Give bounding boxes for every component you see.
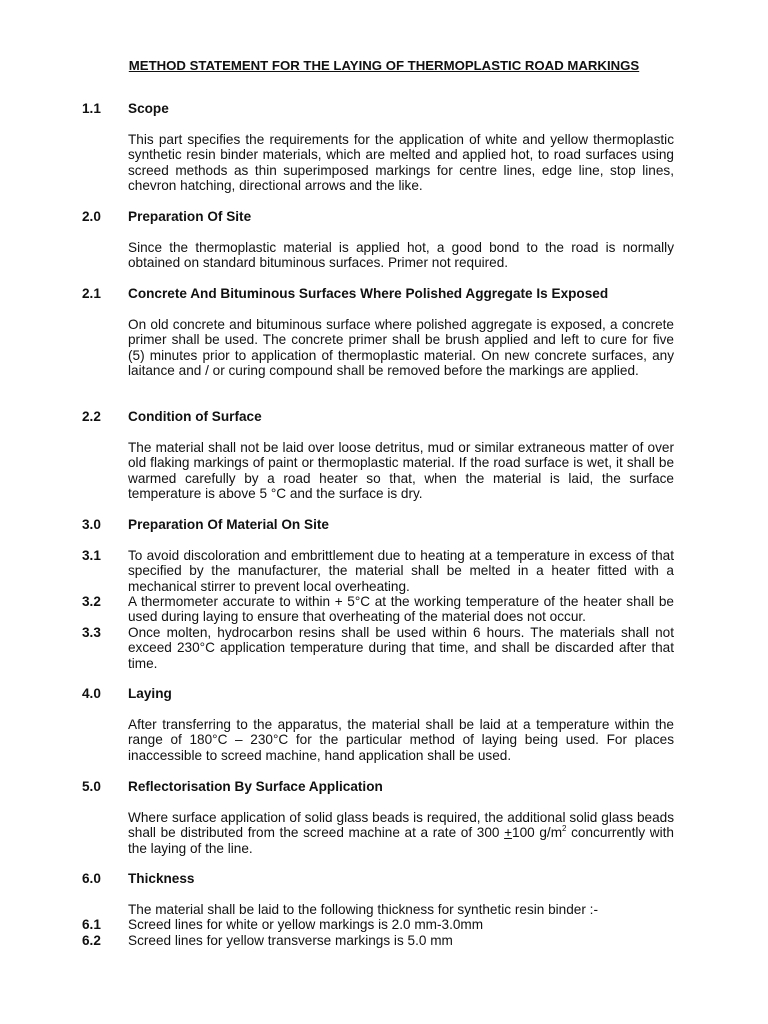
section-number: 2.1 xyxy=(82,286,101,301)
section-heading-condition-of-surface: Condition of Surface xyxy=(128,409,262,424)
section-heading-reflectorisation: Reflectorisation By Surface Application xyxy=(128,779,383,794)
superscript: 2 xyxy=(562,823,567,833)
section-number: 3.3 xyxy=(82,625,101,640)
section-number: 4.0 xyxy=(82,686,101,701)
section-body-preparation-of-site: Since the thermoplastic material is applied hot, a good bond to the road is normally obtained on standard bituminous surfaces. Primer not required. xyxy=(128,240,674,271)
section-number: 6.2 xyxy=(82,933,101,948)
section-body-3-1: To avoid discoloration and embrittlement due to heating at a temperature in excess of that specified by the manufacturer, the material shall be melted in a heater fitted with a mechanical stirrer to prevent local overheating. xyxy=(128,548,674,594)
body-text: Where surface application of solid glass beads is required, the additional solid glass beads shall be distributed from the screed machine at a rate of 300 xyxy=(128,810,674,841)
section-heading-laying: Laying xyxy=(128,686,172,701)
section-number: 3.1 xyxy=(82,548,101,563)
section-heading-preparation-of-material: Preparation Of Material On Site xyxy=(128,517,329,532)
body-text: concurrently with the laying of the line. xyxy=(128,825,674,856)
section-body-6-1: Screed lines for white or yellow markings is 2.0 mm-3.0mm xyxy=(128,917,484,932)
section-number: 6.0 xyxy=(82,871,101,886)
body-text: 100 g/m xyxy=(512,825,563,841)
section-body-6-2: Screed lines for yellow transverse markings is 5.0 mm xyxy=(128,933,453,948)
section-body-concrete-surfaces: On old concrete and bituminous surface where polished aggregate is exposed, a concrete primer shall be used. The concrete primer shall be brush applied and left to cure for five (5) minutes prior to application of thermoplastic material. On new concrete surfaces, any laitance and / or curing compound shall be removed before the markings are applied. xyxy=(128,317,674,379)
section-number: 3.2 xyxy=(82,594,101,609)
section-number: 3.0 xyxy=(82,517,101,532)
section-heading-preparation-of-site: Preparation Of Site xyxy=(128,209,252,224)
section-number: 6.1 xyxy=(82,917,101,932)
section-heading-scope: Scope xyxy=(128,101,169,116)
section-number: 2.0 xyxy=(82,209,101,224)
section-number: 1.1 xyxy=(82,101,101,116)
section-body-thickness: The material shall be laid to the following thickness for synthetic resin binder :- xyxy=(128,902,598,917)
section-heading-thickness: Thickness xyxy=(128,871,195,886)
section-body-laying: After transferring to the apparatus, the material shall be laid at a temperature within the range of 180°C – 230°C for the particular method of laying being used. For places inaccessible to screed machine, hand application shall be used. xyxy=(128,717,674,763)
document-title: METHOD STATEMENT FOR THE LAYING OF THERMOPLASTIC ROAD MARKINGS xyxy=(128,58,640,73)
section-number: 5.0 xyxy=(82,779,101,794)
plus-minus-sign: + xyxy=(504,825,513,841)
section-body-reflectorisation xyxy=(128,810,674,856)
section-heading-concrete-surfaces: Concrete And Bituminous Surfaces Where Polished Aggregate Is Exposed xyxy=(128,286,609,301)
section-number: 2.2 xyxy=(82,409,101,424)
section-body-3-3: Once molten, hydrocarbon resins shall be used within 6 hours. The materials shall not exceed 230°C application temperature during that time, and shall be discarded after that time. xyxy=(128,625,674,671)
section-body-3-2: A thermometer accurate to within + 5°C at the working temperature of the heater shall be used during laying to ensure that overheating of the material does not occur. xyxy=(128,594,674,625)
section-body-condition-of-surface: The material shall not be laid over loose detritus, mud or similar extraneous matter of over old flaking markings of paint or thermoplastic material. If the road surface is wet, it shall be warmed carefully by a road heater so that, when the material is laid, the surface temperature is above 5 °C and the surface is dry. xyxy=(128,440,674,502)
section-body-scope: This part specifies the requirements for the application of white and yellow thermoplastic synthetic resin binder materials, which are melted and applied hot, to road surfaces using screed methods as thin superimposed markings for centre lines, edge line, stop lines, chevron hatching, directional arrows and the like. xyxy=(128,132,674,194)
